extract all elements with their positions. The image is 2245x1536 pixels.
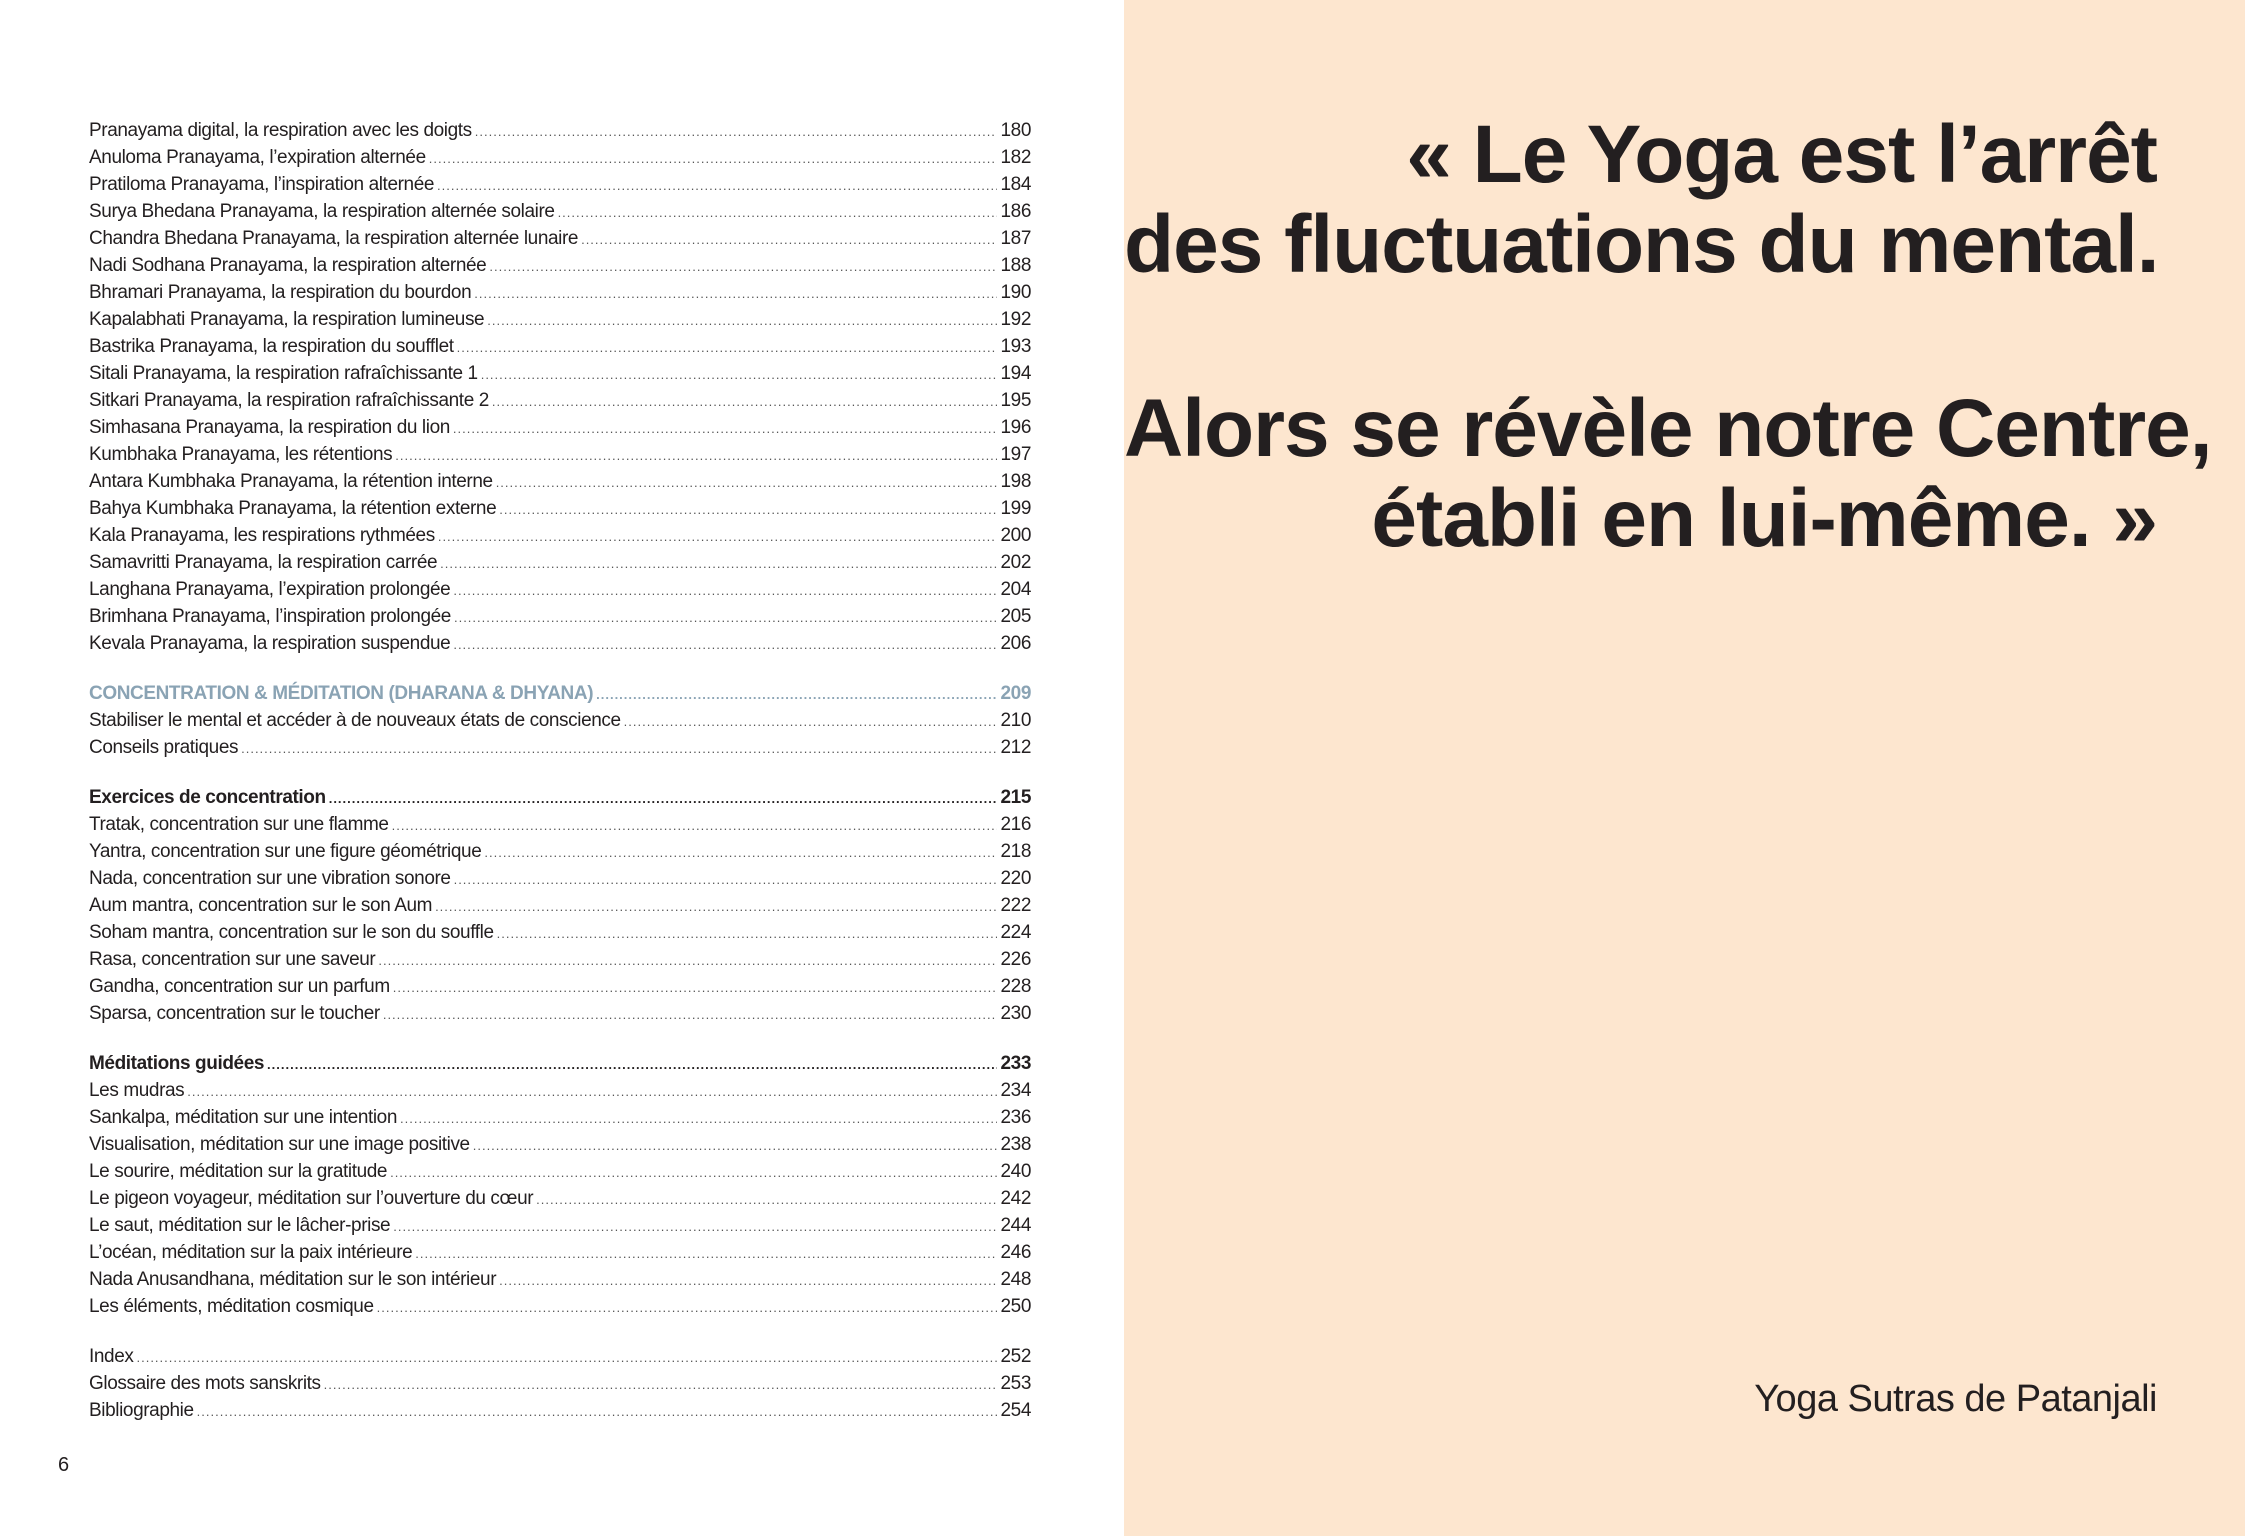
toc-section-heading — [89, 683, 1031, 710]
toc-entry — [89, 309, 1031, 336]
toc-entry-label: Nada, concentration sur une vibration sonore — [89, 868, 451, 889]
toc-section-gap — [89, 1030, 1031, 1053]
toc-leader-dots — [558, 205, 998, 220]
toc-entry-page: 234 — [1000, 1080, 1031, 1101]
toc-entry-page: 215 — [1000, 787, 1031, 808]
toc-entry — [89, 1107, 1031, 1134]
toc-entry-page: 205 — [1000, 606, 1031, 627]
toc-entry — [89, 1003, 1031, 1030]
toc-entry — [89, 922, 1031, 949]
toc-leader-dots — [393, 980, 998, 995]
toc-entry-label: Kapalabhati Pranayama, la respiration lumineuse — [89, 309, 485, 330]
toc-leader-dots — [197, 1404, 998, 1419]
toc-entry — [89, 336, 1031, 363]
toc-entry-label: Nada Anusandhana, méditation sur le son intérieur — [89, 1269, 497, 1290]
toc-entry-page: 200 — [1000, 525, 1031, 546]
quote-attribution: Yoga Sutras de Patanjali — [1754, 1378, 2157, 1420]
toc-leader-dots — [440, 556, 997, 571]
toc-entry-label: Méditations guidées — [89, 1053, 265, 1074]
toc-leader-dots — [624, 714, 998, 729]
toc-entry-page: 253 — [1000, 1373, 1031, 1394]
toc-entry-label: Visualisation, méditation sur une image positive — [89, 1134, 470, 1155]
toc-entry-label: Sitkari Pranayama, la respiration rafraîchissante 2 — [89, 390, 489, 411]
toc-entry — [89, 174, 1031, 201]
toc-entry — [89, 814, 1031, 841]
toc-entry-page: 182 — [1000, 147, 1031, 168]
quote-spacer — [1124, 290, 2157, 384]
toc-entry-page: 194 — [1000, 363, 1031, 384]
toc-entry-label: Nadi Sodhana Pranayama, la respiration alternée — [89, 255, 487, 276]
toc-entry — [89, 1373, 1031, 1400]
table-of-contents — [89, 120, 1031, 1427]
toc-entry — [89, 949, 1031, 976]
toc-entry-page: 222 — [1000, 895, 1031, 916]
toc-entry-page: 196 — [1000, 417, 1031, 438]
toc-entry-label: Simhasana Pranayama, la respiration du lion — [89, 417, 450, 438]
toc-entry — [89, 1080, 1031, 1107]
toc-entry-label: Surya Bhedana Pranayama, la respiration alternée solaire — [89, 201, 555, 222]
toc-entry — [89, 1296, 1031, 1323]
toc-leader-dots — [329, 791, 998, 806]
toc-entry — [89, 552, 1031, 579]
toc-entry-label: CONCENTRATION & MÉDITATION (DHARANA & DHYANA) — [89, 683, 594, 704]
toc-entry — [89, 120, 1031, 147]
toc-entry-label: Bahya Kumbhaka Pranayama, la rétention externe — [89, 498, 497, 519]
toc-entry — [89, 895, 1031, 922]
toc-entry-page: 216 — [1000, 814, 1031, 835]
toc-entry-label: Glossaire des mots sanskrits — [89, 1373, 321, 1394]
toc-entry-label: Les mudras — [89, 1080, 185, 1101]
toc-entry — [89, 1269, 1031, 1296]
toc-entry-page: 228 — [1000, 976, 1031, 997]
toc-subsection-heading — [89, 1053, 1031, 1080]
toc-entry — [89, 976, 1031, 1003]
toc-entry-label: Index — [89, 1346, 134, 1367]
toc-entry — [89, 868, 1031, 895]
toc-leader-dots — [267, 1057, 997, 1072]
toc-entry-label: Sankalpa, méditation sur une intention — [89, 1107, 398, 1128]
toc-entry-page: 197 — [1000, 444, 1031, 465]
toc-entry — [89, 1400, 1031, 1427]
toc-entry-label: Exercices de concentration — [89, 787, 326, 808]
toc-entry-page: 254 — [1000, 1400, 1031, 1421]
toc-entry-label: Sitali Pranayama, la respiration rafraîchissante 1 — [89, 363, 478, 384]
toc-entry — [89, 255, 1031, 282]
toc-leader-dots — [454, 610, 998, 625]
toc-entry-label: Le saut, méditation sur le lâcher-prise — [89, 1215, 391, 1236]
quote-line-1: « Le Yoga est l’arrêt — [1406, 109, 2157, 200]
toc-entry-page: 224 — [1000, 922, 1031, 943]
toc-leader-dots — [395, 448, 997, 463]
toc-entry-label: Conseils pratiques — [89, 737, 239, 758]
toc-entry-page: 198 — [1000, 471, 1031, 492]
toc-leader-dots — [390, 1165, 997, 1180]
toc-entry-label: Le sourire, méditation sur la gratitude — [89, 1161, 388, 1182]
toc-leader-dots — [392, 818, 998, 833]
toc-leader-dots — [473, 1138, 998, 1153]
toc-section-gap — [89, 660, 1031, 683]
toc-leader-dots — [536, 1192, 997, 1207]
toc-leader-dots — [457, 340, 998, 355]
toc-leader-dots — [377, 1300, 998, 1315]
toc-leader-dots — [241, 741, 997, 756]
toc-entry-page: 204 — [1000, 579, 1031, 600]
toc-leader-dots — [454, 872, 998, 887]
toc-leader-dots — [481, 367, 998, 382]
toc-leader-dots — [496, 475, 998, 490]
toc-entry-label: Tratak, concentration sur une flamme — [89, 814, 389, 835]
toc-leader-dots — [415, 1246, 997, 1261]
toc-leader-dots — [429, 151, 998, 166]
toc-entry — [89, 841, 1031, 868]
toc-entry-page: 218 — [1000, 841, 1031, 862]
toc-entry-label: Kevala Pranayama, la respiration suspendue — [89, 633, 451, 654]
toc-entry-label: Aum mantra, concentration sur le son Aum — [89, 895, 433, 916]
toc-entry-page: 252 — [1000, 1346, 1031, 1367]
toc-entry-page: 210 — [1000, 710, 1031, 731]
toc-leader-dots — [383, 1007, 998, 1022]
toc-entry — [89, 201, 1031, 228]
toc-entry — [89, 710, 1031, 737]
toc-entry-label: Kala Pranayama, les respirations rythmées — [89, 525, 435, 546]
toc-entry-label: Les éléments, méditation cosmique — [89, 1296, 374, 1317]
toc-entry — [89, 417, 1031, 444]
toc-entry-page: 240 — [1000, 1161, 1031, 1182]
toc-entry-label: Pranayama digital, la respiration avec les doigts — [89, 120, 472, 141]
toc-entry-page: 246 — [1000, 1242, 1031, 1263]
toc-entry-label: Sparsa, concentration sur le toucher — [89, 1003, 380, 1024]
toc-entry-label: Chandra Bhedana Pranayama, la respiration alternée lunaire — [89, 228, 579, 249]
toc-subsection-heading — [89, 787, 1031, 814]
toc-leader-dots — [453, 583, 997, 598]
toc-entry-label: Brimhana Pranayama, l’inspiration prolongée — [89, 606, 451, 627]
toc-entry — [89, 498, 1031, 525]
toc-entry-page: 212 — [1000, 737, 1031, 758]
toc-leader-dots — [324, 1377, 998, 1392]
page-number: 6 — [58, 1454, 70, 1476]
toc-leader-dots — [393, 1219, 997, 1234]
toc-entry-page: 199 — [1000, 498, 1031, 519]
toc-entry — [89, 1161, 1031, 1188]
toc-entry — [89, 363, 1031, 390]
toc-entry-page: 226 — [1000, 949, 1031, 970]
toc-entry-page: 250 — [1000, 1296, 1031, 1317]
toc-leader-dots — [499, 1273, 997, 1288]
toc-leader-dots — [484, 845, 997, 860]
toc-entry-label: Yantra, concentration sur une figure géométrique — [89, 841, 482, 862]
toc-entry-label: Le pigeon voyageur, méditation sur l’ouverture du cœur — [89, 1188, 534, 1209]
toc-entry-label: Anuloma Pranayama, l’expiration alternée — [89, 147, 426, 168]
toc-entry — [89, 525, 1031, 552]
toc-entry-page: 244 — [1000, 1215, 1031, 1236]
toc-section-gap — [89, 764, 1031, 787]
toc-leader-dots — [453, 421, 998, 436]
toc-leader-dots — [435, 899, 997, 914]
toc-entry-page: 230 — [1000, 1003, 1031, 1024]
toc-entry-label: Langhana Pranayama, l’expiration prolongée — [89, 579, 451, 600]
toc-entry-page: 186 — [1000, 201, 1031, 222]
toc-entry — [89, 147, 1031, 174]
toc-entry-page: 233 — [1000, 1053, 1031, 1074]
toc-entry — [89, 1188, 1031, 1215]
toc-entry-page: 236 — [1000, 1107, 1031, 1128]
toc-leader-dots — [499, 502, 997, 517]
toc-entry — [89, 606, 1031, 633]
toc-entry-label: Rasa, concentration sur une saveur — [89, 949, 376, 970]
toc-entry-label: Stabiliser le mental et accéder à de nouveaux états de conscience — [89, 710, 621, 731]
toc-leader-dots — [497, 926, 998, 941]
toc-entry-page: 238 — [1000, 1134, 1031, 1155]
quote-line-2: des fluctuations du mental. — [1124, 199, 2159, 290]
toc-entry-page: 187 — [1000, 228, 1031, 249]
toc-leader-dots — [581, 232, 997, 247]
toc-entry-label: Pratiloma Pranayama, l’inspiration alternée — [89, 174, 435, 195]
toc-entry-page: 220 — [1000, 868, 1031, 889]
toc-entry-label: Soham mantra, concentration sur le son du souffle — [89, 922, 494, 943]
toc-entry — [89, 228, 1031, 255]
toc-entry-page: 180 — [1000, 120, 1031, 141]
toc-entry — [89, 1346, 1031, 1373]
toc-entry-page: 192 — [1000, 309, 1031, 330]
toc-entry-page: 248 — [1000, 1269, 1031, 1290]
toc-entry — [89, 471, 1031, 498]
toc-section-gap — [89, 1323, 1031, 1346]
epigraph-quote — [1124, 110, 2245, 564]
toc-entry — [89, 633, 1031, 660]
toc-entry-label: Bastrika Pranayama, la respiration du soufflet — [89, 336, 454, 357]
toc-entry — [89, 282, 1031, 309]
toc-leader-dots — [400, 1111, 997, 1126]
toc-entry-label: Gandha, concentration sur un parfum — [89, 976, 390, 997]
toc-entry-label: L’océan, méditation sur la paix intérieure — [89, 1242, 413, 1263]
toc-entry-page: 188 — [1000, 255, 1031, 276]
toc-entry-page: 206 — [1000, 633, 1031, 654]
quote-line-3: Alors se révèle notre Centre, — [1124, 383, 2212, 474]
toc-entry-page: 195 — [1000, 390, 1031, 411]
quote-line-4: établi en lui-même. » — [1371, 473, 2157, 564]
toc-leader-dots — [136, 1350, 997, 1365]
toc-leader-dots — [475, 124, 998, 139]
toc-entry — [89, 579, 1031, 606]
toc-entry — [89, 444, 1031, 471]
toc-entry-page: 242 — [1000, 1188, 1031, 1209]
toc-entry-page: 193 — [1000, 336, 1031, 357]
toc-entry — [89, 390, 1031, 417]
toc-entry-label: Bhramari Pranayama, la respiration du bourdon — [89, 282, 472, 303]
toc-entry-page: 202 — [1000, 552, 1031, 573]
toc-entry-label: Antara Kumbhaka Pranayama, la rétention interne — [89, 471, 493, 492]
toc-leader-dots — [453, 637, 997, 652]
toc-entry — [89, 1215, 1031, 1242]
toc-entry-label: Bibliographie — [89, 1400, 194, 1421]
toc-leader-dots — [437, 178, 997, 193]
toc-leader-dots — [378, 953, 997, 968]
toc-leader-dots — [596, 687, 997, 702]
toc-leader-dots — [492, 394, 998, 409]
toc-entry-label: Kumbhaka Pranayama, les rétentions — [89, 444, 393, 465]
toc-entry — [89, 1242, 1031, 1269]
toc-leader-dots — [487, 313, 997, 328]
toc-leader-dots — [474, 286, 997, 301]
toc-leader-dots — [489, 259, 997, 274]
toc-entry — [89, 737, 1031, 764]
toc-entry — [89, 1134, 1031, 1161]
toc-leader-dots — [187, 1084, 997, 1099]
toc-entry-page: 209 — [1000, 683, 1031, 704]
toc-entry-label: Samavritti Pranayama, la respiration carrée — [89, 552, 438, 573]
toc-entry-page: 184 — [1000, 174, 1031, 195]
toc-entry-page: 190 — [1000, 282, 1031, 303]
toc-leader-dots — [438, 529, 998, 544]
